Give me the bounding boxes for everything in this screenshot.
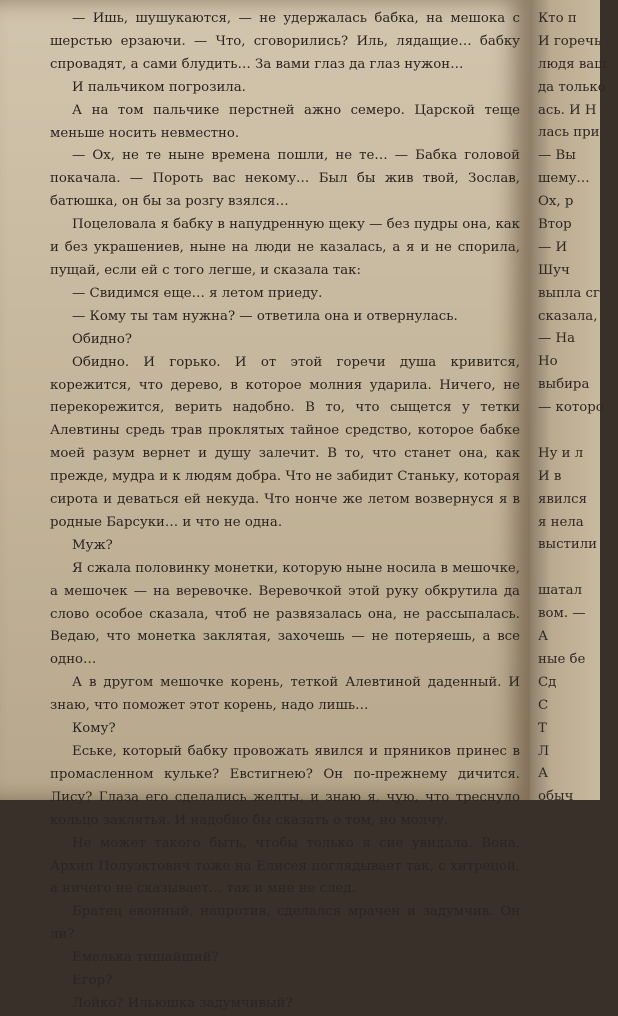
- right-page-line: [538, 420, 618, 443]
- page-text: [50, 8, 520, 1016]
- paragraph: Еське, который бабку провожать явился и пряников принес в промасленном кульке? Евстигнею? Он по-прежнему дичится. Лису? Глаза его сделались желты, и знаю я, чую, что треснуло кольцо заклятья. И надобно бы сказать о том, но молчу.: [50, 744, 520, 828]
- right-page-line: шатал: [538, 583, 583, 599]
- right-page-line: да только: [538, 79, 606, 95]
- right-page-line: ные бе: [538, 651, 586, 667]
- right-page-line: Т: [538, 720, 547, 736]
- paragraph: А в другом мешочке корень, теткой Алевтиной даденный. И знаю, что поможет этот корень, надо лишь…: [50, 675, 520, 714]
- paragraph: Кому?: [72, 721, 116, 737]
- right-page-line: [538, 557, 618, 580]
- right-page-line: лась при: [538, 125, 600, 141]
- right-page-line: Ох, р: [538, 194, 574, 210]
- right-page-line: — которо: [538, 400, 604, 416]
- paragraph: — Кому ты там нужна? — ответила она и отвернулась.: [72, 308, 458, 324]
- right-page-line: обыч: [538, 789, 574, 805]
- right-page-line: Но: [538, 354, 558, 370]
- right-page-line: Шуч: [538, 262, 570, 278]
- right-page-line: Сд: [538, 674, 557, 690]
- right-page-line: Л: [538, 743, 550, 759]
- paragraph: Я сжала половинку монетки, которую ныне носила в мешочке, а мешочек — на веревочке. Веревочкой этой руку обкрутила да слово особое сказала, чтоб не развязалась она, не рассыпалась. Ведаю, что монетка заклятая, захочешь — не потеряешь, а все одно…: [50, 560, 520, 668]
- right-page-line: явился: [538, 491, 588, 507]
- right-page-line: — На: [538, 331, 576, 347]
- paragraph: А на том пальчике перстней ажно семеро. Царской теще меньше носить невместно.: [50, 102, 520, 141]
- right-page-line: Ну и л: [538, 445, 584, 461]
- right-page-line: сказала,: [538, 308, 598, 324]
- right-page-line: И в: [538, 468, 562, 484]
- right-page-line: — И: [538, 239, 568, 255]
- right-page-line: И горечь: [538, 33, 602, 49]
- paragraph: И пальчиком погрозила.: [72, 79, 246, 95]
- paragraph: Обидно?: [72, 331, 132, 347]
- right-page-line: Кто п: [538, 11, 577, 26]
- paragraph: Муж?: [72, 537, 113, 553]
- paragraph: — Свидимся еще… я летом приеду.: [72, 285, 323, 301]
- paragraph: Егор?: [72, 973, 113, 989]
- right-page-line: людя ваш: [538, 56, 607, 72]
- right-page-line: выбира: [538, 377, 590, 393]
- paragraph: Поцеловала я бабку в напудренную щеку — без пудры она, как и без украшениев, ныне на люди не казалась, а я и не спорила, пущай, если ей с того легше, и сказала так:: [50, 217, 520, 278]
- paragraph: Не может такого быть, чтобы только я сие увидала. Вона, Архип Полуэктович тоже на Елисея поглядывает так, с хитрецой, а ничего не сказывает… так и мне не след.: [50, 835, 520, 897]
- paragraph: Братец евонный, напротив, сделался мрачен и задумчив. Он ли?: [50, 904, 520, 943]
- right-page-line: вом. —: [538, 606, 586, 622]
- right-page-line: С: [538, 697, 549, 713]
- right-page-line: — Вы: [538, 148, 576, 164]
- paragraph: — Ишь, шушукаются, — не удержалась бабка, на мешока с шерстью ерзаючи. — Что, сговорились? Иль, лядащие… бабку спровадят, а сами блудить… За вами глаз да глаз нужон…: [50, 11, 520, 72]
- book-page-right: [530, 0, 607, 805]
- right-page-text: [538, 8, 618, 809]
- right-page-line: А: [538, 629, 549, 645]
- right-page-line: я нела: [538, 514, 584, 530]
- right-page-line: ась. И Н: [538, 102, 597, 118]
- right-page-line: шему…: [538, 171, 590, 187]
- right-page-line: выпла сг: [538, 285, 600, 301]
- paragraph: Лойко? Ильюшка задумчивый?: [72, 995, 293, 1011]
- right-page-line: Втор: [538, 217, 572, 233]
- right-page-line: выстили: [538, 537, 598, 553]
- right-page-line: А: [538, 766, 549, 782]
- paragraph: Емелька тишайший?: [72, 950, 219, 966]
- paragraph: — Ох, не те ныне времена пошли, не те… — Бабка головой покачала. — Пороть вас некому… Был бы жив твой, Зослав, батюшка, он бы за розгу взялся…: [50, 148, 520, 210]
- paragraph: Обидно. И горько. И от этой горечи душа кривится, корежится, что дерево, в которое молния ударила. Ничего, не перекорежится, верить надобно. В то, что сыщется у тетки Алевтины средь трав проклятых тайное средство, которое бабке моей разум вернет и душу залечит. В то, что станет она, как прежде, мудра и к людям добра. Что не забидит Станьку, которая сирота и деваться ей некуда. Что нонче же летом возвернуся я в родные Барсуки… и что не одна.: [50, 354, 520, 530]
